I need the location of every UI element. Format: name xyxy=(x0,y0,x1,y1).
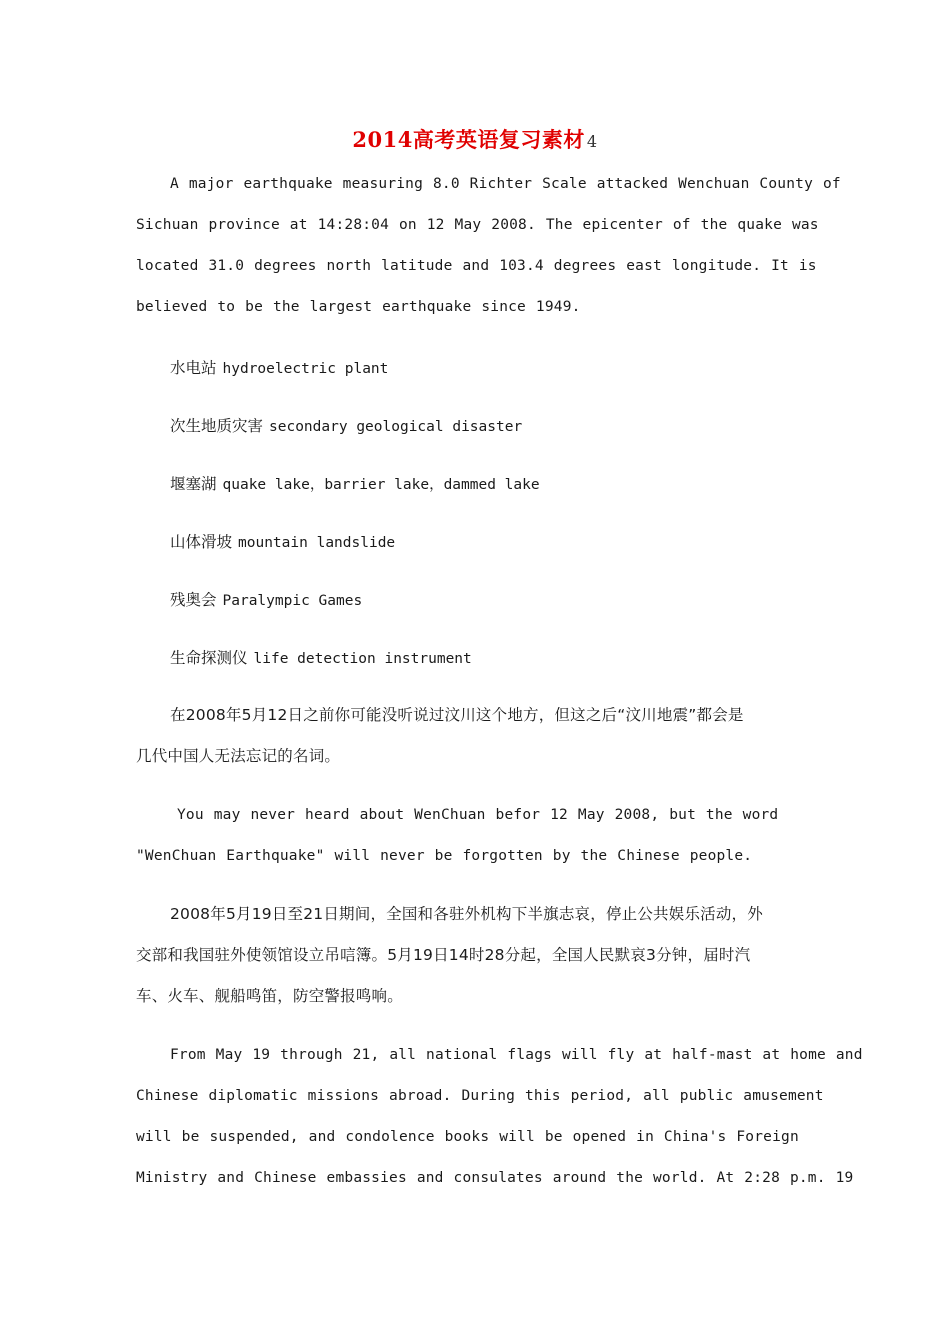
vocab-item xyxy=(170,414,522,436)
vocab-english: mountain landslide xyxy=(238,535,396,551)
document-title xyxy=(0,124,950,154)
intro-line: A major earthquake measuring 8.0 Richter Scale attacked Wenchuan County of xyxy=(170,176,841,192)
vocab-item xyxy=(170,472,540,494)
vocab-english: secondary geological disaster xyxy=(269,419,523,435)
english-line: Ministry and Chinese embassies and consulates around the world. At 2:28 p.m. 19 xyxy=(136,1170,854,1186)
title-suffix: 4 xyxy=(586,132,598,151)
english-line: From May 19 through 21, all national flags will fly at half-mast at home and xyxy=(170,1047,863,1063)
intro-line: believed to be the largest earthquake since 1949. xyxy=(136,299,581,315)
intro-line: located 31.0 degrees north latitude and 103.4 degrees east longitude. It is xyxy=(136,258,817,274)
english-paragraph xyxy=(136,1035,863,1199)
vocab-item xyxy=(170,530,395,552)
title-main: 2014高考英语复习素材 xyxy=(352,127,585,152)
vocab-chinese: 次生地质灾害 xyxy=(170,417,264,435)
chinese-line: 几代中国人无法忘记的名词。 xyxy=(136,747,341,765)
intro-paragraph xyxy=(136,164,841,328)
vocab-english: life detection instrument xyxy=(253,651,472,667)
chinese-line: 2008年5月19日至21日期间，全国和各驻外机构下半旗志哀，停止公共娱乐活动，外 xyxy=(170,905,763,923)
vocab-english: hydroelectric plant xyxy=(222,361,389,377)
chinese-line: 在2008年5月12日之前你可能没听说过汶川这个地方，但这之后“汶川地震”都会是 xyxy=(170,706,744,724)
vocab-english: Paralympic Games xyxy=(222,593,363,609)
english-line: You may never heard about WenChuan befor 12 May 2008, but the word xyxy=(177,807,779,823)
vocab-english: quake lake，barrier lake，dammed lake xyxy=(222,477,540,493)
vocab-chinese: 残奥会 xyxy=(170,591,217,609)
english-line: Chinese diplomatic missions abroad. During this period, all public amusement xyxy=(136,1088,824,1104)
english-paragraph xyxy=(136,795,816,877)
vocab-chinese: 山体滑坡 xyxy=(170,533,233,551)
vocab-item xyxy=(170,588,362,610)
vocab-chinese: 生命探测仪 xyxy=(170,649,248,667)
intro-line: Sichuan province at 14:28:04 on 12 May 2008. The epicenter of the quake was xyxy=(136,217,819,233)
vocab-item xyxy=(170,646,472,668)
chinese-line: 交部和我国驻外使领馆设立吊唁簿。5月19日14时28分起，全国人民默哀3分钟，届时汽 xyxy=(136,946,751,964)
english-line: will be suspended, and condolence books will be opened in China's Foreign xyxy=(136,1129,799,1145)
vocab-chinese: 水电站 xyxy=(170,359,217,377)
chinese-line: 车、火车、舰船鸣笛，防空警报鸣响。 xyxy=(136,987,403,1005)
vocab-item xyxy=(170,356,388,378)
vocab-chinese: 堰塞湖 xyxy=(170,475,217,493)
english-line: "WenChuan Earthquake" will never be forgotten by the Chinese people. xyxy=(136,848,753,864)
chinese-paragraph xyxy=(136,894,816,1017)
chinese-paragraph xyxy=(136,695,816,777)
